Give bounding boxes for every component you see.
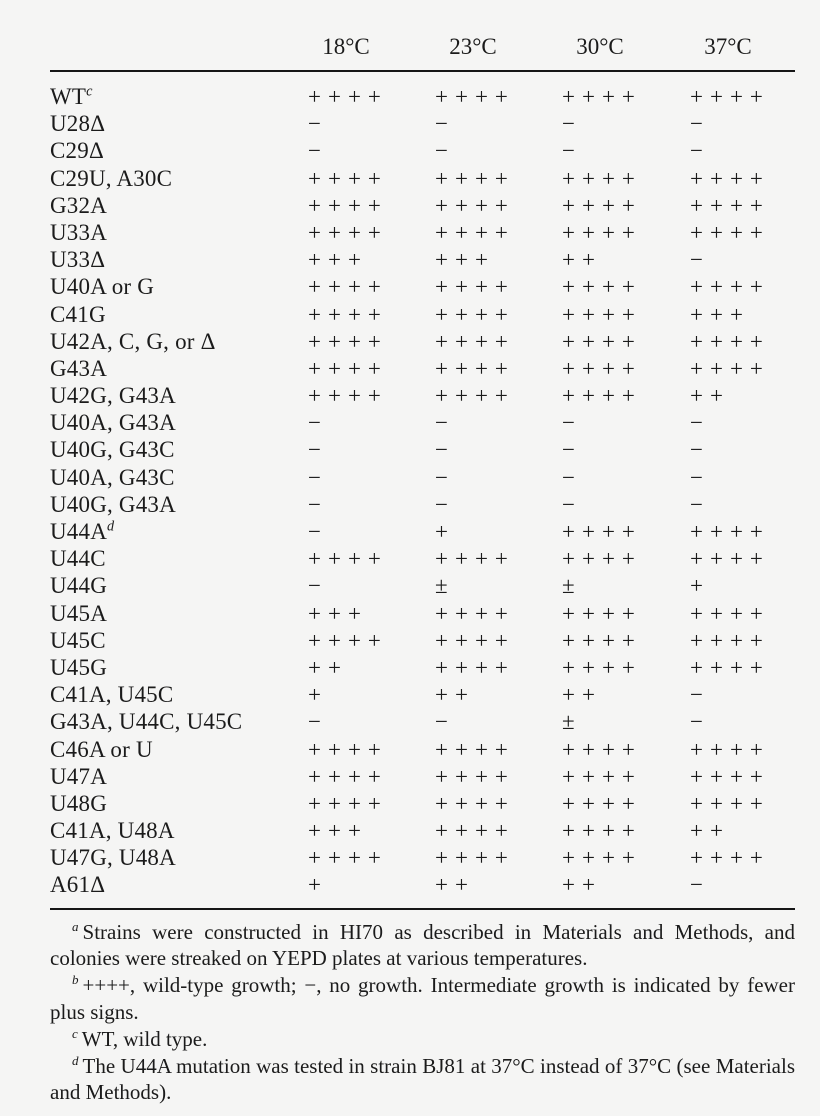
strain-name: U44C [50, 546, 106, 572]
strain-name-cell [50, 491, 308, 518]
table-row [50, 736, 795, 763]
strain-name-cell [50, 273, 308, 300]
strain-name: G32A [50, 192, 108, 218]
growth-18c-cell: − [308, 138, 328, 164]
growth-37c-cell: − [690, 111, 710, 137]
strain-name-cell [50, 572, 308, 599]
growth-30c-cell: ++++ [562, 736, 642, 762]
growth-18c-cell: ++ [308, 654, 348, 680]
growth-18c-cell: +++ [308, 818, 368, 844]
table-row [50, 790, 795, 817]
growth-37c-cell: ++++ [690, 546, 770, 572]
table-row [50, 518, 795, 545]
strain-name-cell [50, 110, 308, 137]
strain-name: U40G, G43C [50, 437, 175, 463]
growth-37c-cell: ++++ [690, 845, 770, 871]
col-header-37c-label: 37°C [704, 34, 752, 59]
growth-23c-cell: − [435, 491, 455, 517]
footnote-marker: a [72, 918, 79, 934]
strain-name-cell [50, 409, 308, 436]
growth-18c-cell: +++ [308, 247, 368, 273]
growth-18c-cell: − [308, 437, 328, 463]
growth-30c-cell: − [562, 111, 582, 137]
growth-37c-cell: ++++ [690, 654, 770, 680]
growth-23c-cell: ++++ [435, 790, 515, 816]
growth-30c-cell: ++ [562, 247, 602, 273]
growth-23c-cell: − [435, 138, 455, 164]
footnote-marker: d [72, 1052, 79, 1068]
growth-37c-cell: − [690, 247, 710, 273]
growth-30c-cell: ++++ [562, 818, 642, 844]
growth-23c-cell: +++ [435, 247, 495, 273]
col-header-30c [562, 34, 690, 60]
table-row [50, 763, 795, 790]
col-header-37c [690, 34, 795, 60]
growth-30c-cell: ++++ [562, 519, 642, 544]
table-row [50, 681, 795, 708]
footnote [50, 972, 795, 1026]
growth-37c-cell: − [690, 872, 710, 898]
growth-37c-cell: − [690, 138, 710, 164]
growth-30c-cell: ++++ [562, 600, 642, 626]
table-row [50, 355, 795, 382]
growth-30c-cell: ++++ [562, 328, 642, 354]
table-row [50, 301, 795, 328]
strain-name: U28Δ [50, 111, 106, 137]
growth-37c-cell: ++++ [690, 328, 770, 354]
growth-37c-cell: ++ [690, 818, 730, 844]
strain-footnote-marker: c [86, 83, 93, 100]
growth-30c-cell: ++ [562, 872, 602, 898]
strain-name-cell [50, 627, 308, 654]
strain-name: C41A, U48A [50, 818, 175, 844]
strain-name: U33A [50, 219, 108, 245]
table-row [50, 110, 795, 137]
growth-18c-cell: +++ [308, 600, 368, 626]
growth-18c-cell: − [308, 464, 328, 490]
growth-23c-cell: − [435, 709, 455, 735]
table-row [50, 600, 795, 627]
strain-name-cell [50, 382, 308, 409]
table-row [50, 273, 795, 300]
growth-18c-cell: − [308, 573, 328, 599]
col-header-18c-label: 18°C [322, 34, 370, 59]
strain-name: U48G [50, 790, 108, 816]
table-row [50, 192, 795, 219]
strain-name: C41G [50, 301, 106, 327]
growth-18c-cell: ++++ [308, 274, 388, 300]
footnote-text: Strains were constructed in HI70 as described in Materials and Methods, and colonies were streaked on YEPD plates at various temperatures. [50, 919, 795, 971]
growth-23c-cell: ++++ [435, 84, 515, 109]
growth-30c-cell: ++++ [562, 383, 642, 409]
growth-18c-cell: ++++ [308, 328, 388, 354]
col-header-30c-label: 30°C [576, 34, 624, 59]
growth-18c-cell: ++++ [308, 763, 388, 789]
growth-18c-cell: ++++ [308, 736, 388, 762]
strain-name: U47G, U48A [50, 845, 176, 871]
growth-23c-cell: ++++ [435, 736, 515, 762]
growth-37c-cell: ++++ [690, 519, 770, 544]
table-row [50, 817, 795, 844]
growth-18c-cell: − [308, 709, 328, 735]
footnote [50, 1026, 795, 1053]
strain-name: U47A [50, 763, 108, 789]
growth-18c-cell: ++++ [308, 165, 388, 191]
growth-18c-cell: ++++ [308, 790, 388, 816]
growth-30c-cell: ++++ [562, 355, 642, 381]
growth-30c-cell: ++++ [562, 845, 642, 871]
growth-37c-cell: ++++ [690, 355, 770, 381]
footnote-marker: c [72, 1025, 78, 1041]
growth-30c-cell: ++++ [562, 654, 642, 680]
footnote-text: WT, wild type. [81, 1026, 208, 1051]
growth-23c-cell: ++++ [435, 845, 515, 871]
table-row [50, 137, 795, 164]
table-row [50, 328, 795, 355]
growth-30c-cell: ++++ [562, 301, 642, 327]
col-header-23c-label: 23°C [449, 34, 497, 59]
table-row [50, 83, 795, 110]
growth-23c-cell: ++++ [435, 383, 515, 409]
strain-name-cell [50, 137, 308, 164]
growth-23c-cell: ++++ [435, 274, 515, 300]
strain-name-cell [50, 464, 308, 491]
strain-name: C41A, U45C [50, 682, 174, 708]
strain-name-cell [50, 763, 308, 790]
growth-18c-cell: − [308, 491, 328, 517]
growth-18c-cell: ++++ [308, 546, 388, 572]
table-header-row [50, 34, 795, 60]
growth-30c-cell: ++++ [562, 763, 642, 789]
growth-37c-cell: − [690, 437, 710, 463]
table-footnotes [50, 919, 795, 1107]
col-header-23c [435, 34, 562, 60]
growth-23c-cell: ++++ [435, 763, 515, 789]
growth-18c-cell: ++++ [308, 301, 388, 327]
table-row [50, 382, 795, 409]
growth-37c-cell: ++++ [690, 192, 770, 218]
growth-37c-cell: ++++ [690, 790, 770, 816]
strain-name-cell [50, 681, 308, 708]
growth-30c-cell: ++++ [562, 546, 642, 572]
strain-name-cell [50, 301, 308, 328]
growth-37c-cell: +++ [690, 301, 750, 327]
table-row [50, 436, 795, 463]
growth-18c-cell: ++++ [308, 355, 388, 381]
strain-name-cell [50, 871, 308, 898]
growth-18c-cell: ++++ [308, 219, 388, 245]
growth-23c-cell: ++++ [435, 219, 515, 245]
growth-23c-cell: − [435, 410, 455, 436]
growth-37c-cell: ++++ [690, 219, 770, 245]
growth-18c-cell: ++++ [308, 627, 388, 653]
strain-name-cell [50, 736, 308, 763]
table-row [50, 871, 795, 898]
growth-23c-cell: ++++ [435, 627, 515, 653]
growth-18c-cell: − [308, 519, 328, 544]
growth-23c-cell: ++++ [435, 600, 515, 626]
table-row [50, 165, 795, 192]
growth-23c-cell: − [435, 111, 455, 137]
strain-name: U42G, G43A [50, 383, 176, 409]
strain-name: U40A, G43A [50, 410, 176, 436]
growth-23c-cell: ++ [435, 872, 475, 898]
strain-name: C29U, A30C [50, 165, 173, 191]
strain-footnote-marker: d [107, 518, 115, 535]
growth-37c-cell: − [690, 682, 710, 708]
growth-30c-cell: − [562, 138, 582, 164]
table-row [50, 219, 795, 246]
table-row [50, 409, 795, 436]
growth-18c-cell: ++++ [308, 383, 388, 409]
strain-name-cell [50, 545, 308, 572]
growth-23c-cell: ++++ [435, 355, 515, 381]
growth-37c-cell: ++ [690, 383, 730, 409]
growth-37c-cell: ++++ [690, 84, 770, 109]
growth-37c-cell: ++++ [690, 600, 770, 626]
strain-name-cell [50, 192, 308, 219]
growth-30c-cell: ++++ [562, 165, 642, 191]
strain-name: A61Δ [50, 872, 106, 898]
strain-name-cell [50, 246, 308, 273]
growth-30c-cell: − [562, 437, 582, 463]
strain-name: G43A [50, 355, 108, 381]
strain-name-cell [50, 790, 308, 817]
growth-23c-cell: ++++ [435, 546, 515, 572]
growth-37c-cell: − [690, 464, 710, 490]
footnote [50, 919, 795, 973]
strain-name: U40A, G43C [50, 464, 175, 490]
strain-name: U45A [50, 600, 108, 626]
growth-37c-cell: ++++ [690, 736, 770, 762]
growth-23c-cell: ++++ [435, 301, 515, 327]
strain-name-cell [50, 844, 308, 871]
footnote-text: The U44A mutation was tested in strain BJ81 at 37°C instead of 37°C (see Materials and Methods). [50, 1053, 795, 1105]
footnote-marker: b [72, 972, 79, 988]
growth-37c-cell: ++++ [690, 165, 770, 191]
growth-30c-cell: − [562, 491, 582, 517]
strain-name: U45G [50, 654, 108, 680]
growth-18c-cell: ++++ [308, 845, 388, 871]
strain-name-cell [50, 328, 308, 355]
strain-name-cell [50, 355, 308, 382]
strain-name: U33Δ [50, 247, 106, 273]
strain-name-cell [50, 708, 308, 735]
strain-name: C29Δ [50, 138, 104, 164]
growth-23c-cell: ± [435, 573, 455, 599]
growth-18c-cell: + [308, 682, 328, 708]
table-bottom-rule [50, 908, 795, 910]
strain-name-cell [50, 817, 308, 844]
strain-name: G43A, U44C, U45C [50, 709, 243, 735]
growth-23c-cell: ++++ [435, 165, 515, 191]
strain-name: WT [50, 84, 87, 109]
growth-30c-cell: ++ [562, 682, 602, 708]
strain-name: U42A, C, G, or Δ [50, 328, 216, 354]
table-row [50, 844, 795, 871]
strain-name: U40G, G43A [50, 491, 176, 517]
growth-18c-cell: − [308, 111, 328, 137]
growth-37c-cell: + [690, 573, 710, 599]
growth-37c-cell: ++++ [690, 627, 770, 653]
col-header-18c [308, 34, 435, 60]
growth-18c-cell: − [308, 410, 328, 436]
growth-30c-cell: ++++ [562, 84, 642, 109]
growth-30c-cell: ± [562, 709, 582, 735]
growth-23c-cell: ++++ [435, 328, 515, 354]
growth-30c-cell: ++++ [562, 192, 642, 218]
growth-23c-cell: − [435, 464, 455, 490]
growth-37c-cell: ++++ [690, 274, 770, 300]
growth-37c-cell: − [690, 491, 710, 517]
strain-name-cell [50, 83, 308, 110]
strain-name-cell [50, 165, 308, 192]
growth-30c-cell: − [562, 464, 582, 490]
growth-30c-cell: ± [562, 573, 582, 599]
table-row [50, 464, 795, 491]
growth-30c-cell: − [562, 410, 582, 436]
growth-23c-cell: ++++ [435, 818, 515, 844]
strain-name-cell [50, 600, 308, 627]
growth-23c-cell: ++++ [435, 654, 515, 680]
strain-name: C46A or U [50, 736, 153, 762]
growth-23c-cell: ++ [435, 682, 475, 708]
growth-37c-cell: − [690, 709, 710, 735]
strain-name: U40A or G [50, 274, 155, 300]
growth-23c-cell: ++++ [435, 192, 515, 218]
growth-30c-cell: ++++ [562, 627, 642, 653]
growth-18c-cell: + [308, 872, 328, 898]
strain-name-cell [50, 436, 308, 463]
strain-name: U44A [50, 519, 108, 544]
growth-18c-cell: ++++ [308, 192, 388, 218]
growth-18c-cell: ++++ [308, 84, 388, 109]
strain-name-cell [50, 654, 308, 681]
strain-name-cell [50, 518, 308, 545]
growth-23c-cell: + [435, 519, 455, 544]
strain-name-cell [50, 219, 308, 246]
table-body [50, 72, 795, 908]
table-row [50, 491, 795, 518]
strain-name: U44G [50, 573, 108, 599]
growth-30c-cell: ++++ [562, 790, 642, 816]
table-row [50, 572, 795, 599]
footnote-text: ++++, wild-type growth; −, no growth. Intermediate growth is indicated by fewer plus signs. [50, 973, 795, 1025]
growth-30c-cell: ++++ [562, 274, 642, 300]
strain-name: U45C [50, 627, 106, 653]
table-row [50, 246, 795, 273]
strain-column-header [50, 34, 308, 60]
table-row [50, 708, 795, 735]
growth-37c-cell: − [690, 410, 710, 436]
table-row [50, 627, 795, 654]
growth-30c-cell: ++++ [562, 219, 642, 245]
growth-23c-cell: − [435, 437, 455, 463]
growth-37c-cell: ++++ [690, 763, 770, 789]
table-row [50, 654, 795, 681]
table-row [50, 545, 795, 572]
footnote [50, 1053, 795, 1107]
